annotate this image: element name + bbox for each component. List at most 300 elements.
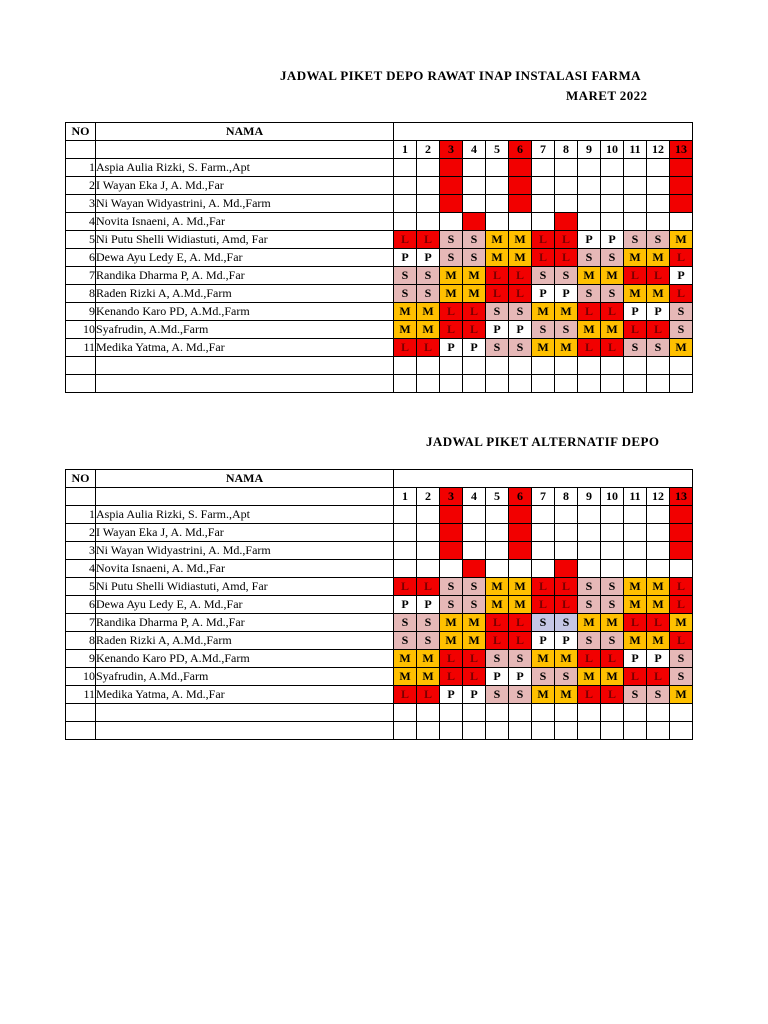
shift-cell: L: [601, 339, 624, 357]
shift-cell: L: [532, 578, 555, 596]
row-number: [66, 722, 96, 740]
holiday-cell: [440, 195, 463, 213]
shift-cell: M: [647, 285, 670, 303]
empty-shift-cell: [601, 722, 624, 740]
empty-shift-cell: [440, 357, 463, 375]
empty-shift-cell: [624, 506, 647, 524]
day-header-cell: 5: [486, 141, 509, 159]
shift-cell: L: [670, 285, 693, 303]
shift-cell: M: [647, 578, 670, 596]
empty-shift-cell: [578, 177, 601, 195]
shift-cell: P: [647, 303, 670, 321]
shift-cell: L: [555, 231, 578, 249]
shift-cell: M: [647, 249, 670, 267]
header-row: [66, 123, 693, 141]
shift-cell: S: [578, 578, 601, 596]
column-header-nama: NAMA: [96, 470, 394, 488]
shift-cell: M: [601, 668, 624, 686]
holiday-cell: [670, 195, 693, 213]
empty-shift-cell: [417, 560, 440, 578]
day-header-cell: 9: [578, 141, 601, 159]
table-row: [66, 722, 693, 740]
shift-cell: M: [440, 285, 463, 303]
empty-shift-cell: [647, 524, 670, 542]
shift-cell: L: [509, 285, 532, 303]
empty-shift-cell: [486, 195, 509, 213]
date-group-header: [394, 123, 693, 141]
empty-shift-cell: [486, 542, 509, 560]
row-number: 7: [66, 267, 96, 285]
staff-name: I Wayan Eka J, A. Md.,Far: [96, 524, 394, 542]
shift-cell: M: [624, 596, 647, 614]
shift-cell: M: [532, 686, 555, 704]
empty-shift-cell: [463, 722, 486, 740]
shift-cell: S: [486, 303, 509, 321]
holiday-cell: [509, 159, 532, 177]
shift-cell: M: [624, 578, 647, 596]
shift-cell: S: [624, 231, 647, 249]
shift-cell: L: [647, 267, 670, 285]
shift-cell: S: [440, 249, 463, 267]
shift-cell: M: [578, 668, 601, 686]
shift-cell: M: [670, 231, 693, 249]
shift-cell: M: [394, 321, 417, 339]
empty-shift-cell: [578, 195, 601, 213]
shift-cell: P: [440, 339, 463, 357]
shift-cell: S: [532, 321, 555, 339]
shift-cell: L: [555, 596, 578, 614]
day-header-cell: 2: [417, 488, 440, 506]
empty-shift-cell: [463, 542, 486, 560]
empty-shift-cell: [509, 704, 532, 722]
empty-shift-cell: [601, 542, 624, 560]
row-number: 6: [66, 249, 96, 267]
shift-cell: P: [555, 285, 578, 303]
staff-name: Kenando Karo PD, A.Md.,Farm: [96, 650, 394, 668]
shift-cell: L: [486, 632, 509, 650]
empty-shift-cell: [394, 506, 417, 524]
day-header-cell: 2: [417, 141, 440, 159]
day-header-cell: 12: [647, 141, 670, 159]
shift-cell: S: [601, 632, 624, 650]
empty-shift-cell: [417, 375, 440, 393]
shift-cell: M: [670, 339, 693, 357]
day-header-cell: 5: [486, 488, 509, 506]
shift-cell: M: [394, 650, 417, 668]
shift-cell: M: [463, 632, 486, 650]
empty-shift-cell: [578, 524, 601, 542]
shift-cell: M: [624, 285, 647, 303]
empty-shift-cell: [486, 159, 509, 177]
table-row: [66, 303, 693, 321]
shift-cell: L: [532, 249, 555, 267]
shift-cell: P: [624, 650, 647, 668]
shift-cell: M: [440, 614, 463, 632]
empty-cell: [66, 488, 96, 506]
shift-cell: P: [417, 249, 440, 267]
table-row: [66, 249, 693, 267]
day-header-cell: 4: [463, 488, 486, 506]
shift-cell: L: [647, 614, 670, 632]
empty-shift-cell: [624, 195, 647, 213]
empty-shift-cell: [532, 722, 555, 740]
shift-cell: P: [624, 303, 647, 321]
shift-cell: M: [555, 303, 578, 321]
shift-cell: L: [440, 303, 463, 321]
row-number: 3: [66, 542, 96, 560]
empty-shift-cell: [394, 159, 417, 177]
empty-shift-cell: [417, 704, 440, 722]
empty-shift-cell: [440, 375, 463, 393]
table-row: [66, 267, 693, 285]
shift-cell: M: [486, 578, 509, 596]
table-row: [66, 195, 693, 213]
shift-cell: S: [394, 632, 417, 650]
shift-cell: M: [601, 321, 624, 339]
row-number: 3: [66, 195, 96, 213]
empty-shift-cell: [647, 357, 670, 375]
column-header-no: NO: [66, 123, 96, 141]
empty-shift-cell: [394, 704, 417, 722]
holiday-cell: [670, 159, 693, 177]
shift-cell: S: [532, 267, 555, 285]
shift-cell: L: [555, 249, 578, 267]
shift-cell: M: [394, 303, 417, 321]
shift-cell: L: [463, 668, 486, 686]
row-number: [66, 704, 96, 722]
staff-name: Medika Yatma, A. Md.,Far: [96, 686, 394, 704]
shift-cell: P: [509, 321, 532, 339]
holiday-cell: [670, 524, 693, 542]
empty-shift-cell: [624, 213, 647, 231]
holiday-cell: [509, 177, 532, 195]
shift-cell: S: [394, 614, 417, 632]
shift-cell: L: [463, 303, 486, 321]
shift-cell: L: [394, 231, 417, 249]
shift-cell: S: [463, 231, 486, 249]
shift-cell: L: [394, 578, 417, 596]
day-header-cell: 7: [532, 488, 555, 506]
shift-cell: P: [509, 668, 532, 686]
empty-shift-cell: [486, 524, 509, 542]
day-header-cell: 10: [601, 488, 624, 506]
table-row: [66, 668, 693, 686]
staff-name: Dewa Ayu Ledy E, A. Md.,Far: [96, 596, 394, 614]
empty-shift-cell: [394, 524, 417, 542]
shift-cell: P: [417, 596, 440, 614]
empty-shift-cell: [394, 213, 417, 231]
shift-cell: S: [509, 339, 532, 357]
shift-cell: S: [670, 650, 693, 668]
shift-cell: L: [624, 267, 647, 285]
row-number: 8: [66, 632, 96, 650]
empty-shift-cell: [532, 195, 555, 213]
shift-cell: L: [417, 578, 440, 596]
shift-cell: S: [647, 686, 670, 704]
empty-shift-cell: [532, 213, 555, 231]
empty-shift-cell: [555, 506, 578, 524]
shift-cell: M: [601, 614, 624, 632]
staff-name: [96, 722, 394, 740]
shift-cell: S: [440, 578, 463, 596]
day-header-cell: 3: [440, 488, 463, 506]
empty-shift-cell: [647, 375, 670, 393]
empty-shift-cell: [647, 506, 670, 524]
shift-cell: L: [601, 650, 624, 668]
shift-cell: S: [463, 249, 486, 267]
shift-cell: L: [440, 668, 463, 686]
shift-cell: P: [463, 686, 486, 704]
empty-shift-cell: [555, 177, 578, 195]
day-header-cell: 9: [578, 488, 601, 506]
shift-cell: L: [601, 303, 624, 321]
empty-shift-cell: [647, 560, 670, 578]
empty-shift-cell: [532, 560, 555, 578]
empty-shift-cell: [486, 375, 509, 393]
shift-cell: P: [670, 267, 693, 285]
date-group-header: [394, 470, 693, 488]
empty-shift-cell: [601, 213, 624, 231]
staff-name: Novita Isnaeni, A. Md.,Far: [96, 213, 394, 231]
shift-cell: S: [486, 686, 509, 704]
empty-shift-cell: [417, 542, 440, 560]
shift-cell: L: [647, 668, 670, 686]
staff-name: Ni Wayan Widyastrini, A. Md.,Farm: [96, 195, 394, 213]
empty-shift-cell: [463, 159, 486, 177]
shift-cell: S: [394, 285, 417, 303]
column-header-no: NO: [66, 470, 96, 488]
shift-cell: M: [394, 668, 417, 686]
empty-shift-cell: [578, 560, 601, 578]
empty-shift-cell: [532, 704, 555, 722]
shift-cell: L: [532, 231, 555, 249]
shift-cell: S: [624, 686, 647, 704]
table-row: [66, 632, 693, 650]
empty-shift-cell: [555, 524, 578, 542]
empty-shift-cell: [417, 506, 440, 524]
shift-cell: M: [486, 249, 509, 267]
shift-cell: S: [463, 596, 486, 614]
table-row: [66, 578, 693, 596]
table-row: [66, 357, 693, 375]
empty-shift-cell: [624, 524, 647, 542]
empty-shift-cell: [601, 524, 624, 542]
shift-cell: S: [440, 596, 463, 614]
empty-shift-cell: [417, 524, 440, 542]
shift-cell: S: [440, 231, 463, 249]
empty-shift-cell: [601, 704, 624, 722]
row-number: 9: [66, 303, 96, 321]
empty-shift-cell: [670, 722, 693, 740]
holiday-cell: [509, 524, 532, 542]
empty-shift-cell: [601, 159, 624, 177]
shift-cell: M: [647, 632, 670, 650]
empty-shift-cell: [555, 357, 578, 375]
empty-shift-cell: [601, 506, 624, 524]
shift-cell: M: [509, 578, 532, 596]
holiday-cell: [509, 506, 532, 524]
empty-cell: [96, 488, 394, 506]
shift-cell: M: [578, 614, 601, 632]
shift-cell: M: [486, 231, 509, 249]
empty-shift-cell: [578, 506, 601, 524]
staff-name: Aspia Aulia Rizki, S. Farm.,Apt: [96, 506, 394, 524]
empty-shift-cell: [578, 704, 601, 722]
table-row: [66, 614, 693, 632]
shift-cell: S: [486, 339, 509, 357]
day-header-cell: 10: [601, 141, 624, 159]
shift-cell: S: [555, 614, 578, 632]
empty-shift-cell: [532, 177, 555, 195]
shift-cell: S: [647, 231, 670, 249]
shift-cell: P: [601, 231, 624, 249]
row-number: 1: [66, 506, 96, 524]
shift-cell: L: [394, 339, 417, 357]
shift-cell: S: [509, 686, 532, 704]
shift-cell: P: [555, 632, 578, 650]
empty-shift-cell: [647, 722, 670, 740]
empty-shift-cell: [486, 177, 509, 195]
shift-cell: P: [532, 632, 555, 650]
shift-cell: L: [555, 578, 578, 596]
day-header-row: [66, 141, 693, 159]
empty-shift-cell: [578, 213, 601, 231]
empty-shift-cell: [555, 375, 578, 393]
empty-shift-cell: [417, 159, 440, 177]
shift-cell: S: [647, 339, 670, 357]
staff-name: Raden Rizki A, A.Md.,Farm: [96, 632, 394, 650]
shift-cell: M: [417, 650, 440, 668]
empty-cell: [96, 141, 394, 159]
empty-shift-cell: [555, 722, 578, 740]
empty-shift-cell: [624, 560, 647, 578]
shift-cell: P: [463, 339, 486, 357]
schedule-title: JADWAL PIKET DEPO RAWAT INAP INSTALASI FARMA: [280, 68, 641, 83]
empty-shift-cell: [555, 195, 578, 213]
empty-shift-cell: [463, 195, 486, 213]
shift-cell: M: [509, 231, 532, 249]
empty-shift-cell: [624, 722, 647, 740]
empty-shift-cell: [555, 704, 578, 722]
empty-shift-cell: [486, 213, 509, 231]
shift-cell: L: [578, 686, 601, 704]
day-header-cell: 13: [670, 488, 693, 506]
empty-shift-cell: [647, 159, 670, 177]
row-number: 4: [66, 560, 96, 578]
row-number: 6: [66, 596, 96, 614]
empty-shift-cell: [601, 357, 624, 375]
holiday-cell: [555, 560, 578, 578]
row-number: 2: [66, 177, 96, 195]
empty-shift-cell: [578, 722, 601, 740]
shift-cell: L: [670, 578, 693, 596]
day-header-cell: 8: [555, 488, 578, 506]
holiday-cell: [463, 213, 486, 231]
shift-cell: S: [394, 267, 417, 285]
row-number: 7: [66, 614, 96, 632]
empty-shift-cell: [509, 357, 532, 375]
shift-cell: S: [578, 249, 601, 267]
shift-cell: S: [624, 339, 647, 357]
shift-cell: M: [509, 249, 532, 267]
empty-shift-cell: [624, 542, 647, 560]
empty-shift-cell: [394, 560, 417, 578]
shift-cell: S: [601, 578, 624, 596]
row-number: 5: [66, 578, 96, 596]
shift-cell: M: [417, 668, 440, 686]
empty-shift-cell: [532, 542, 555, 560]
shift-cell: S: [578, 632, 601, 650]
shift-cell: L: [647, 321, 670, 339]
empty-shift-cell: [440, 213, 463, 231]
shift-cell: L: [624, 321, 647, 339]
holiday-cell: [509, 542, 532, 560]
shift-cell: L: [486, 614, 509, 632]
holiday-cell: [670, 506, 693, 524]
shift-cell: M: [463, 614, 486, 632]
shift-cell: L: [486, 285, 509, 303]
empty-shift-cell: [463, 704, 486, 722]
row-number: 2: [66, 524, 96, 542]
shift-cell: P: [486, 668, 509, 686]
shift-cell: L: [670, 596, 693, 614]
staff-name: Novita Isnaeni, A. Md.,Far: [96, 560, 394, 578]
shift-cell: L: [417, 686, 440, 704]
shift-cell: L: [394, 686, 417, 704]
shift-cell: P: [647, 650, 670, 668]
shift-cell: L: [463, 650, 486, 668]
day-header-cell: 13: [670, 141, 693, 159]
shift-cell: S: [555, 321, 578, 339]
empty-shift-cell: [509, 213, 532, 231]
empty-shift-cell: [670, 560, 693, 578]
empty-shift-cell: [670, 213, 693, 231]
day-header-row: [66, 488, 693, 506]
empty-shift-cell: [463, 357, 486, 375]
empty-shift-cell: [463, 375, 486, 393]
holiday-cell: [440, 177, 463, 195]
empty-shift-cell: [417, 357, 440, 375]
empty-shift-cell: [509, 560, 532, 578]
row-number: 8: [66, 285, 96, 303]
shift-cell: L: [601, 686, 624, 704]
shift-cell: L: [509, 267, 532, 285]
holiday-cell: [509, 195, 532, 213]
shift-cell: S: [578, 285, 601, 303]
shift-cell: S: [670, 303, 693, 321]
empty-shift-cell: [670, 357, 693, 375]
table-row: [66, 596, 693, 614]
row-number: 11: [66, 686, 96, 704]
shift-cell: M: [417, 303, 440, 321]
shift-cell: S: [486, 650, 509, 668]
staff-name: [96, 375, 394, 393]
day-header-cell: 8: [555, 141, 578, 159]
empty-shift-cell: [394, 195, 417, 213]
shift-cell: M: [647, 596, 670, 614]
shift-cell: L: [624, 614, 647, 632]
staff-name: Randika Dharma P, A. Md.,Far: [96, 267, 394, 285]
empty-shift-cell: [463, 506, 486, 524]
row-number: 10: [66, 321, 96, 339]
table-row: [66, 560, 693, 578]
shift-cell: S: [670, 668, 693, 686]
staff-name: Syafrudin, A.Md.,Farm: [96, 668, 394, 686]
shift-cell: M: [578, 267, 601, 285]
staff-name: Raden Rizki A, A.Md.,Farm: [96, 285, 394, 303]
row-number: 11: [66, 339, 96, 357]
shift-cell: L: [670, 632, 693, 650]
